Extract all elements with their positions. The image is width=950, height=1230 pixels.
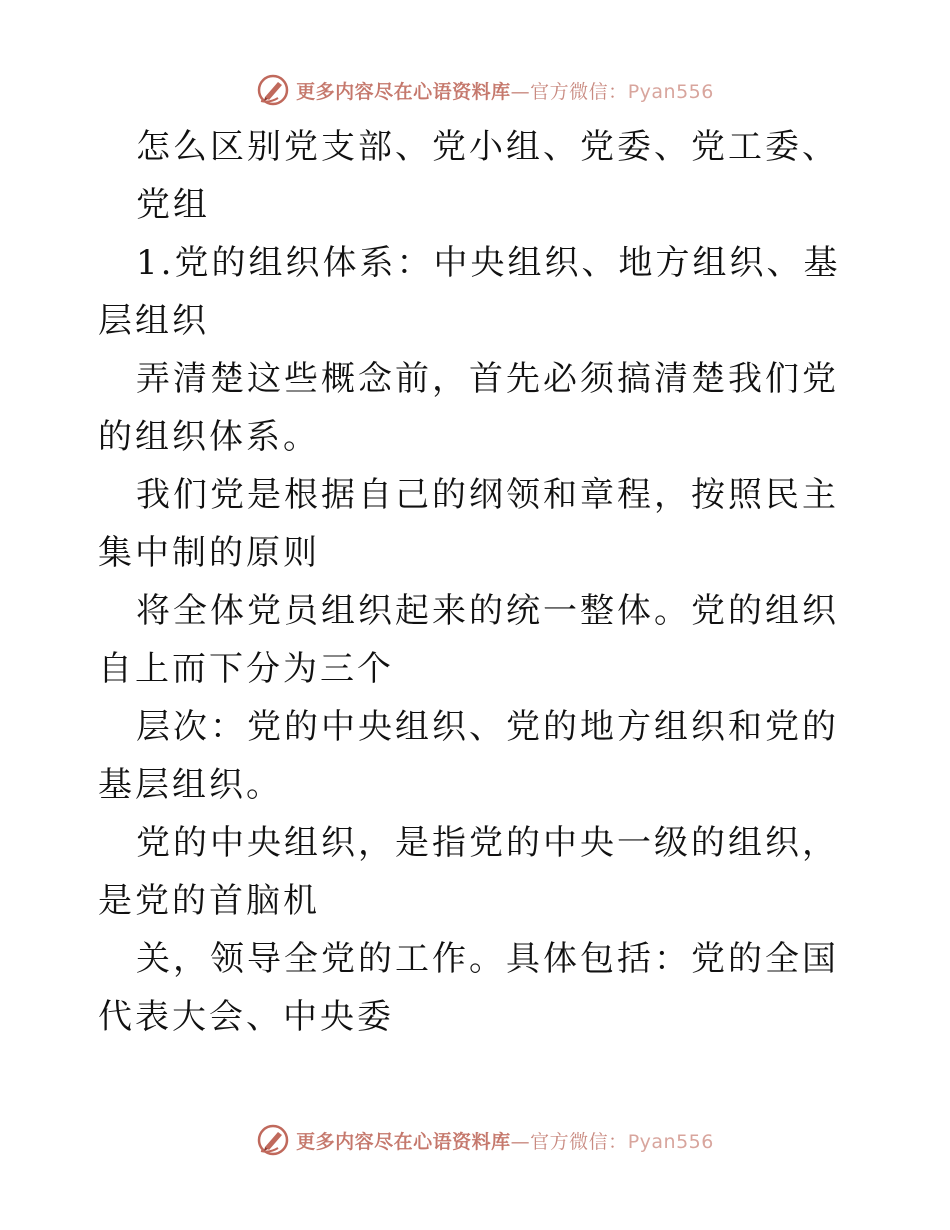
footer-watermark [0,1120,950,1160]
pen-logo-icon [256,73,290,107]
header-watermark [0,70,950,110]
paragraph-4: 将全体党员组织起来的统一整体。党的组织自上而下分为三个 [98,591,839,689]
footer-wechat-label: 官方微信： [530,1130,628,1153]
paragraph-7: 关，领导全党的工作。具体包括：党的全国代表大会、中央委 [98,939,839,1037]
header-separator: — [510,80,531,103]
paragraph-3: 我们党是根据自己的纲领和章程，按照民主集中制的原则 [98,475,839,573]
header-brand: 更多内容尽在心语资料库 [296,80,511,103]
document-title: 怎么区别党支部、党小组、党委、党工委、党组 [136,127,839,225]
header-wechat-id: Pyan556 [627,80,714,103]
header-wechat-label: 官方微信： [530,80,628,103]
document-body [98,118,858,1046]
paragraph-1: 1.党的组织体系：中央组织、地方组织、基层组织 [98,243,841,341]
footer-wechat-id: Pyan556 [627,1130,714,1153]
paragraph-6: 党的中央组织，是指党的中央一级的组织，是党的首脑机 [98,823,839,921]
pen-logo-icon [256,1123,290,1157]
paragraph-5: 层次：党的中央组织、党的地方组织和党的基层组织。 [98,707,839,805]
footer-separator: — [510,1130,531,1153]
paragraph-2: 弄清楚这些概念前，首先必须搞清楚我们党的组织体系。 [98,359,839,457]
footer-brand: 更多内容尽在心语资料库 [296,1130,511,1153]
